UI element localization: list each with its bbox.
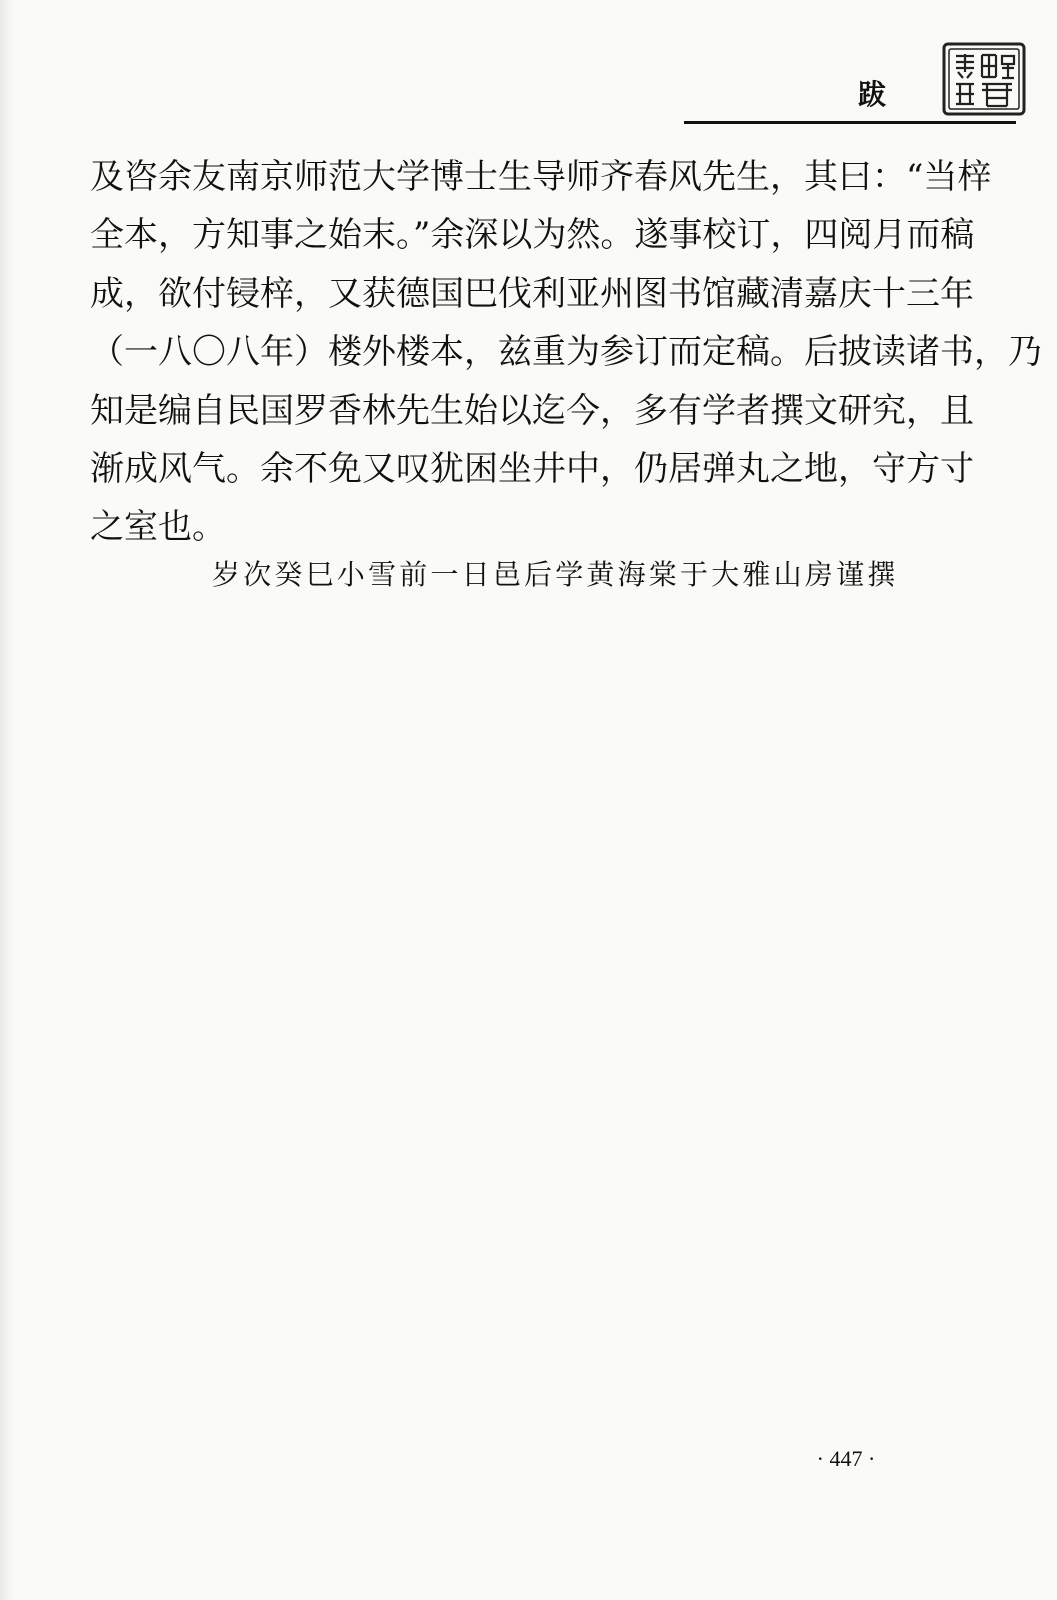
text-line: 成，欲付锓梓，又获德国巴伐利亚州图书馆藏清嘉庆十三年 [90, 273, 974, 314]
page-edge-shadow [0, 0, 14, 1600]
text-line: 及咨余友南京师范大学博士生导师齐春风先生，其曰：“当梓 [90, 157, 992, 197]
running-header: 跋 [858, 78, 888, 111]
author-signature: 岁次癸巳小雪前一日邑后学黄海棠于大雅山房谨撰 [212, 558, 899, 591]
text-line: 之室也。 [90, 507, 226, 548]
seal-stamp-icon [942, 42, 1026, 116]
text-line: （一八〇八年）楼外楼本，兹重为参订而定稿。后披读诸书，乃 [90, 332, 1042, 373]
page-number: · 447 · [816, 1446, 876, 1471]
text-line: 知是编自民国罗香林先生始以迄今，多有学者撰文研究，且 [90, 390, 974, 431]
text-line: 渐成风气。余不免又叹犹困坐井中，仍居弹丸之地，守方寸 [90, 448, 974, 489]
text-line: 全本，方知事之始末。”余深以为然。遂事校订，四阅月而稿 [90, 215, 975, 256]
header-rule [684, 121, 1016, 124]
main-text [90, 148, 1042, 557]
